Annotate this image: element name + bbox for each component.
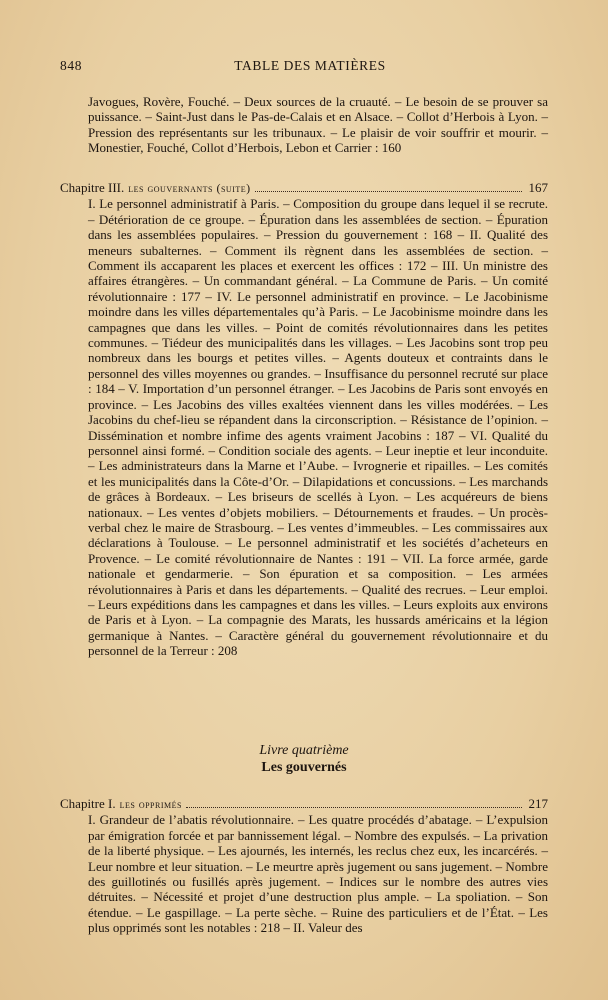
chapter-summary: I. Grandeur de l’abatis révolutionnaire. – Les quatre procédés d’abatage. – L’expulsion par émigration forcée et par bannissement légal. – Nombre des expulsés. – La privation de la liberté physique. – Les ajournés, les internés, les reclus chez eux, les incarcérés. – Leur nombre et leur situation. – Le meurtre après jugement ou sans jugement. – Nombre des guillotinés ou fusillés après jugement. – Indices sur le nombre des autres vies détruites. – Nécessité et projet d’une destruction plus ample. – La spoliation. – Son étendue. – Le gaspillage. – La perte sèche. – Ruine des particuliers et de l’État. – Les plus opprimés sont les notables : 218 – II. Valeur des <box>88 812 548 936</box>
chapter-entry-3 <box>60 180 548 659</box>
chapter-label: Chapitre III. <box>60 180 125 195</box>
intro-paragraph: Javogues, Rovère, Fouché. – Deux sources de la cruauté. – Le besoin de se prouver sa puissance. – Saint-Just dans le Pas-de-Calais et en Alsace. – Collot d’Herbois à Lyon. – Pression des représentants sur les tribunaux. – Le plaisir de voir souffrir et mourir. – Monestier, Fouché, Collot d’Herbois, Lebon et Carrier : 160 <box>88 94 548 156</box>
chapter-summary: I. Le personnel administratif à Paris. – Composition du groupe dans lequel il se recrute. – Détérioration de ce groupe. – Épuration dans les assemblées de section. – Épuration dans les assemblées populaires. – Pression du gouvernement : 168 – II. Qualité des meneurs subalternes. – Comment ils règnent dans les assemblées de section. – Comment ils accaparent les places et exercent les offices : 172 – III. Un ministre des affaires étrangères. – Un commandant général. – La Commune de Paris. – Un comité révolutionnaire : 177 – IV. Le personnel administratif en province. – Le Jacobinisme moindre dans les villes départementales qu’à Paris. – Le Jacobinisme moindre dans les campagnes que dans les villes. – Point de comités révolutionnaires dans les petites communes. – Tiédeur des municipalités dans les villages. – Les Jacobins sont trop peu nombreux dans les bourgs et petites villes. – Agents douteux et contraints dans le personnel des villes moyennes ou grandes. – Insuffisance du personnel recruté sur place : 184 – V. Importation d’un personnel étranger. – Les Jacobins de Paris sont envoyés en province. – Les Jacobins des villes exaltées viennent dans les villes modérées. – Les Jacobins du chef-lieu se répandent dans la circonscription. – Résistance de l’opinion. – Dissémination et nombre infime des agents vraiment Jacobins : 187 – VI. Qualité du personnel ainsi formé. – Condition sociale des agents. – Leur ineptie et leur inconduite. – Les administrateurs dans la Marne et l’Aube. – Ivrognerie et ripailles. – Les comités et les municipalités dans la Côte-d’Or. – Dilapidations et concussions. – Les marchands de grâces à Bordeaux. – Les briseurs de scellés à Lyon. – Les acquéreurs de biens nationaux. – Les ventes d’objets mobiliers. – Détournements et fraudes. – Un procès-verbal chez le maire de Strasbourg. – Les ventes d’immeubles. – Les commissaires aux déclarations à Toulouse. – Le personnel administratif et les sociétés d’acheteurs en Provence. – Le comité révolutionnaire de Nantes : 191 – VII. La force armée, garde nationale et gendarmerie. – Son épuration et sa composition. – Les armées révolutionnaires à Paris et dans les départements. – Qualité des recrues. – Leur emploi. – Leurs expéditions dans les campagnes et dans les villes. – Leurs exploits aux environs de Paris et à Lyon. – La compagnie des Marats, les hussards américains et la légion germanique à Nantes. – Caractère général du gouvernement révolutionnaire et du personnel de la Terreur : 208 <box>88 196 548 659</box>
leader-dots <box>186 797 522 808</box>
leader-dots <box>255 181 522 192</box>
book-subtitle: Livre quatrième <box>259 743 349 758</box>
chapter-heading <box>60 796 548 812</box>
chapter-title: les opprimés <box>119 797 182 811</box>
chapter-label: Chapitre I. <box>60 796 116 811</box>
chapter-page: 167 <box>528 180 548 195</box>
chapter-heading <box>60 180 548 196</box>
chapter-entry-1 <box>60 796 548 936</box>
running-title: TABLE DES MATIÈRES <box>234 58 386 73</box>
chapter-title: les gouvernants (suite) <box>128 181 251 195</box>
book-heading <box>60 742 548 776</box>
chapter-page: 217 <box>528 796 548 811</box>
book-title: Les gouvernés <box>261 760 347 775</box>
page-number: 848 <box>60 58 83 73</box>
